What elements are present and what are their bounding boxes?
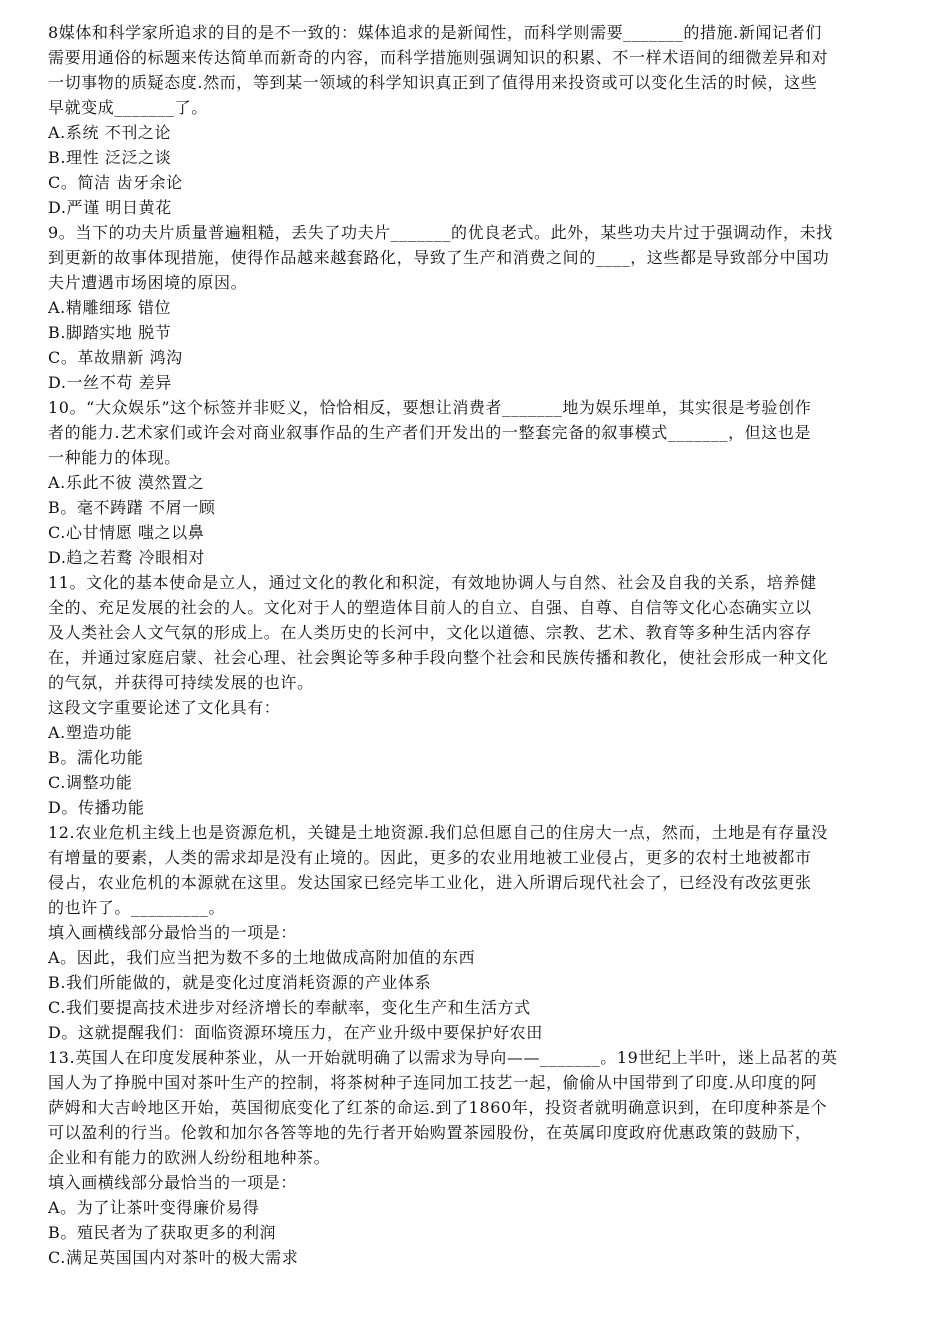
option-c: C.心甘情愿 嗤之以鼻 <box>48 523 205 542</box>
option-c: C。简洁 齿牙余论 <box>48 173 183 192</box>
option-a: A.系统 不刊之论 <box>48 123 172 142</box>
question-prompt: 填入画横线部分最恰当的一项是： <box>48 1173 298 1192</box>
question-text-line: 全的、充足发展的社会的人。文化对于人的塑造体目前人的自立、自强、自尊、自信等文化心态确实立以 <box>48 598 812 617</box>
answer-options <box>48 120 906 220</box>
question-13 <box>48 1045 906 1270</box>
question-text-line: 及人类社会人文气氛的形成上。在人类历史的长河中，文化以道德、宗教、艺术、教育等多种生活内容存 <box>48 623 812 642</box>
question-text-line: 到更新的故事体现措施，使得作品越来越套路化，导致了生产和消费之间的____，这些都是导致部分中国功 <box>48 248 830 267</box>
option-c: C.满足英国国内对茶叶的极大需求 <box>48 1248 299 1267</box>
question-text-line: 11。文化的基本使命是立人，通过文化的教化和积淀，有效地协调人与自然、社会及自我的关系，培养健 <box>48 573 817 592</box>
question-text-line: 一切事物的质疑态度.然而，等到某一领域的科学知识真正到了值得用来投资或可以变化生活的时候，这些 <box>48 73 818 92</box>
question-text-line: 9。当下的功夫片质量普遍粗糙，丢失了功夫片_______的优良老式。此外，某些功夫片过于强调动作，未找 <box>48 223 833 242</box>
option-b: B.理性 泛泛之谈 <box>48 148 172 167</box>
answer-options <box>48 295 906 395</box>
option-a: A.乐此不彼 漠然置之 <box>48 473 205 492</box>
option-a: A。因此，我们应当把为数不多的土地做成高附加值的东西 <box>48 948 476 967</box>
answer-options <box>48 945 906 1045</box>
question-text-line: 8媒体和科学家所追求的目的是不一致的：媒体追求的是新闻性，而科学则需要_______的措施.新闻记者们 <box>48 23 822 42</box>
question-text-line: 10。“大众娱乐”这个标签并非贬义，恰恰相反，要想让消费者_______地为娱乐埋单，其实很是考验创作 <box>48 398 812 417</box>
question-10 <box>48 395 906 570</box>
answer-options <box>48 720 906 820</box>
option-a: A.塑造功能 <box>48 723 133 742</box>
question-prompt: 填入画横线部分最恰当的一项是： <box>48 923 298 942</box>
option-c: C。革故鼎新 鸿沟 <box>48 348 183 367</box>
answer-options <box>48 1195 906 1270</box>
option-d: D。这就提醒我们：面临资源环境压力，在产业升级中要保护好农田 <box>48 1023 543 1042</box>
question-text-line: 萨姆和大吉岭地区开始，英国彻底变化了红茶的命运.到了1860年，投资者就明确意识到，在印度种茶是个 <box>48 1098 828 1117</box>
option-a: A.精雕细琢 错位 <box>48 298 172 317</box>
question-9 <box>48 220 906 395</box>
option-d: D.严谨 明日黄花 <box>48 198 172 217</box>
question-text-line: 需要用通俗的标题来传达简单而新奇的内容，而科学措施则强调知识的积累、不一样术语间的细微差异和对 <box>48 48 829 67</box>
question-text-line: 的气氛，并获得可持续发展的也许。 <box>48 673 314 692</box>
question-12 <box>48 820 906 1045</box>
question-8 <box>48 20 906 220</box>
option-d: D.趋之若鹜 冷眼相对 <box>48 548 206 567</box>
question-text-line: 在，并通过家庭启蒙、社会心理、社会舆论等多种手段向整个社会和民族传播和教化，使社会形成一种文化 <box>48 648 829 667</box>
question-text-line: 12.农业危机主线上也是资源危机，关键是土地资源.我们总但愿自己的住房大一点，然而，土地是有存量没 <box>48 823 828 842</box>
question-text-line: 早就变成_______了。 <box>48 98 208 117</box>
option-d: D.一丝不苟 差异 <box>48 373 172 392</box>
option-b: B。濡化功能 <box>48 748 144 767</box>
option-b: B.脚踏实地 脱节 <box>48 323 172 342</box>
question-text-line: 13.英国人在印度发展种茶业，从一开始就明确了以需求为导向——_______。19世纪上半叶，迷上品茗的英 <box>48 1048 838 1067</box>
question-text-line: 可以盈利的行当。伦敦和加尔各答等地的先行者开始购置茶园股份，在英属印度政府优惠政策的鼓励下， <box>48 1123 812 1142</box>
option-a: A。为了让茶叶变得廉价易得 <box>48 1198 260 1217</box>
question-text-line: 者的能力.艺术家们或许会对商业叙事作品的生产者们开发出的一整套完备的叙事模式_______，但这也是 <box>48 423 812 442</box>
option-c: C.我们要提高技术进步对经济增长的奉献率，变化生产和生活方式 <box>48 998 531 1017</box>
question-11 <box>48 570 906 820</box>
question-text-line: 一种能力的体现。 <box>48 448 181 467</box>
option-b: B。毫不踌躇 不屑一顾 <box>48 498 216 517</box>
answer-options <box>48 470 906 570</box>
question-text-line: 的也许了。_________。 <box>48 898 226 917</box>
question-text-line: 侵占，农业危机的本源就在这里。发达国家已经完毕工业化，进入所谓后现代社会了，已经没有改弦更张 <box>48 873 812 892</box>
option-b: B.我们所能做的，就是变化过度消耗资源的产业体系 <box>48 973 432 992</box>
question-text-line: 有增量的要素，人类的需求却是没有止境的。因此，更多的农业用地被工业侵占，更多的农村土地被都市 <box>48 848 812 867</box>
option-b: B。殖民者为了获取更多的利润 <box>48 1223 277 1242</box>
question-prompt: 这段文字重要论述了文化具有： <box>48 698 281 717</box>
question-text-line: 国人为了挣脱中国对茶叶生产的控制，将茶树种子连同加工技艺一起，偷偷从中国带到了印度.从印度的阿 <box>48 1073 818 1092</box>
option-c: C.调整功能 <box>48 773 133 792</box>
question-text-line: 夫片遭遇市场困境的原因。 <box>48 273 248 292</box>
question-text-line: 企业和有能力的欧洲人纷纷租地种茶。 <box>48 1148 331 1167</box>
option-d: D。传播功能 <box>48 798 145 817</box>
